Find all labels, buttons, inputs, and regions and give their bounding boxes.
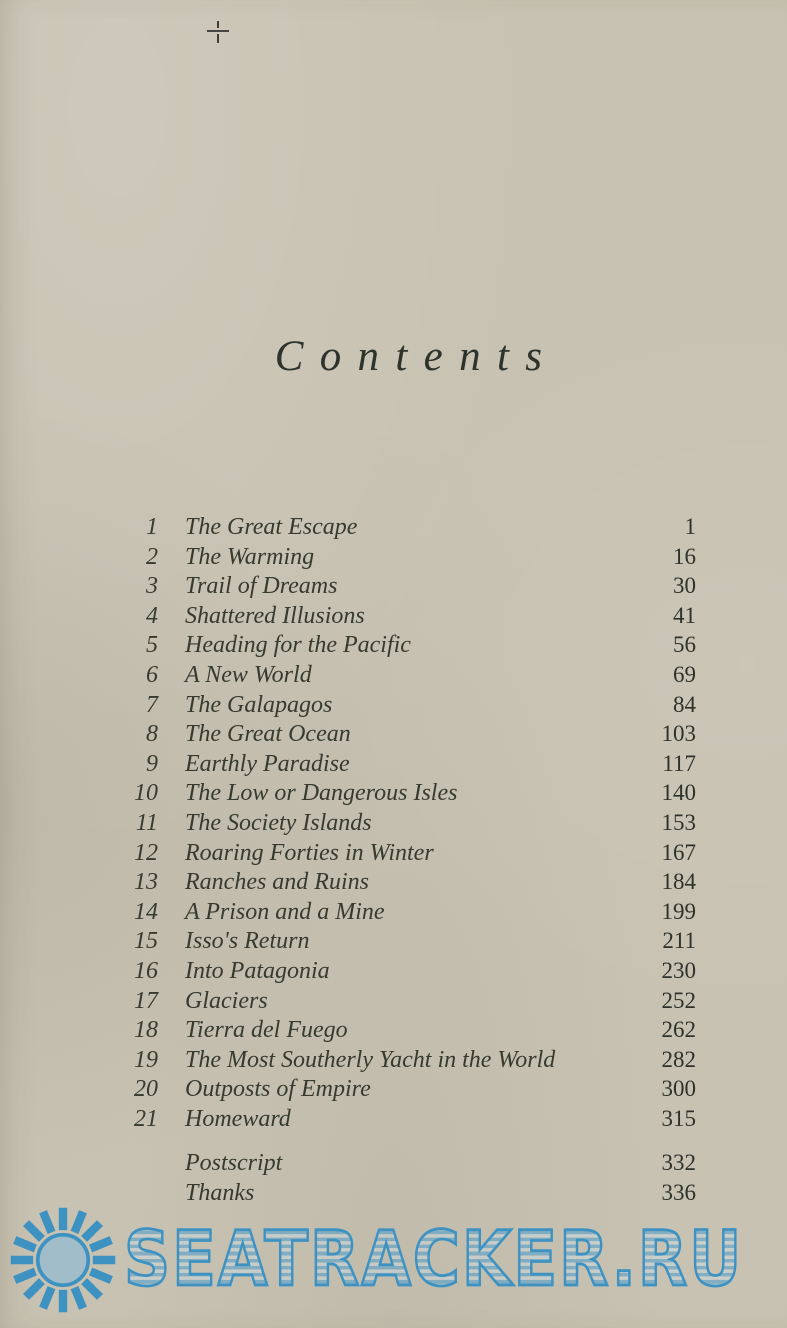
toc-entry xyxy=(108,1045,696,1075)
page-number: 211 xyxy=(662,928,696,954)
chapter-number: 20 xyxy=(134,1076,158,1103)
toc-entry xyxy=(108,749,696,779)
chapter-title: The Society Islands xyxy=(185,809,372,836)
chapter-number: 11 xyxy=(135,809,158,836)
page-number: 41 xyxy=(673,602,696,628)
chapter-title: Tierra del Fuego xyxy=(185,1017,348,1044)
chapter-number: 7 xyxy=(146,691,158,718)
toc-entry xyxy=(108,1074,696,1104)
back-matter-list xyxy=(108,1148,696,1207)
page-number: 282 xyxy=(661,1046,696,1072)
chapter-number: 8 xyxy=(146,721,158,748)
chapter-number: 2 xyxy=(146,543,158,570)
toc-entry xyxy=(108,690,696,720)
page-number: 315 xyxy=(661,1105,696,1131)
toc-entry xyxy=(108,986,696,1016)
chapter-title: Homeward xyxy=(185,1105,291,1132)
chapter-title: The Low or Dangerous Isles xyxy=(185,780,458,807)
toc-entry xyxy=(108,1104,696,1134)
chapter-title: Postscript xyxy=(185,1150,283,1177)
chapter-title: A New World xyxy=(185,661,312,688)
chapter-title: Earthly Paradise xyxy=(185,750,350,777)
crosshair-cursor xyxy=(205,21,231,51)
chapter-number: 12 xyxy=(134,839,158,866)
chapter-number: 13 xyxy=(134,869,158,896)
toc-entry xyxy=(108,571,696,601)
toc-entry xyxy=(108,512,696,542)
toc-entry xyxy=(108,808,696,838)
watermark-text: SEATRACKER.RU xyxy=(124,1216,744,1304)
toc-entry xyxy=(108,778,696,808)
page-number: 252 xyxy=(661,987,696,1013)
toc-entry xyxy=(108,630,696,660)
chapter-title: A Prison and a Mine xyxy=(185,898,385,925)
page-number: 332 xyxy=(661,1150,696,1176)
chapter-number: 18 xyxy=(134,1017,158,1044)
page-number: 230 xyxy=(661,957,696,983)
page-number: 167 xyxy=(661,839,696,865)
chapter-number: 14 xyxy=(134,898,158,925)
chapter-title: The Great Ocean xyxy=(185,721,351,748)
chapter-title: Isso's Return xyxy=(185,928,310,955)
chapter-number: 1 xyxy=(146,514,158,540)
toc-entry xyxy=(108,867,696,897)
chapter-number: 10 xyxy=(134,780,158,807)
toc-entry xyxy=(108,926,696,956)
page-number: 30 xyxy=(673,573,696,599)
chapter-number: 16 xyxy=(134,957,158,984)
toc-entry xyxy=(108,542,696,572)
page-number: 69 xyxy=(673,661,696,687)
page-number: 336 xyxy=(661,1180,696,1206)
toc-entry xyxy=(108,660,696,690)
toc-entry xyxy=(108,601,696,631)
toc-entry xyxy=(108,897,696,927)
chapter-title: Ranches and Ruins xyxy=(185,869,369,896)
chapter-title: Glaciers xyxy=(185,987,268,1014)
toc-entry xyxy=(108,838,696,868)
page-number: 56 xyxy=(673,632,696,658)
chapter-title: Roaring Forties in Winter xyxy=(185,839,434,866)
page-title: Contents xyxy=(274,333,559,380)
page-number: 84 xyxy=(673,691,696,717)
chapter-title: Heading for the Pacific xyxy=(185,632,411,659)
chapter-number: 5 xyxy=(146,632,158,659)
chapter-title: The Most Southerly Yacht in the World xyxy=(185,1046,556,1073)
chapter-title: Outposts of Empire xyxy=(185,1076,371,1103)
page-number: 16 xyxy=(673,543,696,569)
page-number: 153 xyxy=(661,809,696,835)
page-number: 103 xyxy=(661,721,696,747)
chapter-title: The Galapagos xyxy=(185,691,333,718)
chapter-number: 15 xyxy=(134,928,158,955)
page-number: 1 xyxy=(684,514,696,539)
chapter-number: 9 xyxy=(146,750,158,777)
toc-entry xyxy=(108,719,696,749)
toc-entry xyxy=(108,1015,696,1045)
chapter-number: 19 xyxy=(134,1046,158,1073)
chapter-number: 17 xyxy=(134,987,158,1014)
toc-list xyxy=(108,512,696,1208)
page-number: 140 xyxy=(661,780,696,806)
chapter-title: Thanks xyxy=(185,1180,255,1207)
toc-entry xyxy=(108,1148,696,1178)
page-number: 199 xyxy=(661,898,696,924)
page-number: 117 xyxy=(662,750,696,776)
chapter-number: 6 xyxy=(146,661,158,688)
page-number: 184 xyxy=(661,869,696,895)
chapter-title: Trail of Dreams xyxy=(185,573,338,600)
chapter-title: Into Patagonia xyxy=(185,957,330,984)
chapter-title: Shattered Illusions xyxy=(185,602,365,629)
chapter-title: The Great Escape xyxy=(185,514,358,540)
toc-entry xyxy=(108,956,696,986)
page-number: 262 xyxy=(661,1017,696,1043)
chapter-number: 3 xyxy=(146,573,158,600)
sun-logo-icon xyxy=(4,1204,122,1316)
chapter-title: The Warming xyxy=(185,543,315,570)
watermark xyxy=(0,1204,787,1316)
page-number: 300 xyxy=(661,1076,696,1102)
chapter-number: 4 xyxy=(146,602,158,629)
chapter-number: 21 xyxy=(134,1105,158,1132)
